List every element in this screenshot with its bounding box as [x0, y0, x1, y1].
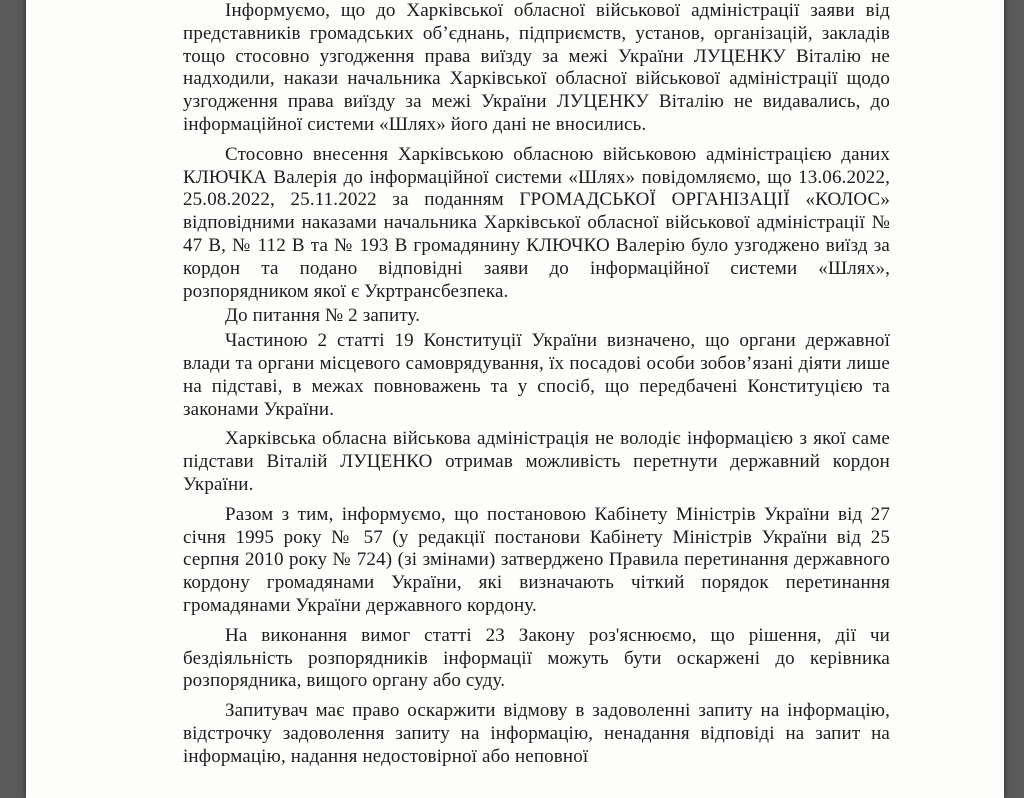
document-body: [183, 0, 890, 769]
paragraph-klyuchko-data: Стосовно внесення Харківською обласною військовою адміністрацією даних КЛЮЧКА Валерія до інформаційної системи «Шлях» повідомляємо, що 13.06.2022, 25.08.2022, 25.11.2022 за поданням ГРОМАДСЬКОЇ ОРГАНІЗАЦІЇ «КОЛОС» відповідними наказами начальника Харківської обласної військової адміністрації № 47 В, № 112 В та № 193 В громадянину КЛЮЧКО Валерію було узгоджено виїзд за кордон та подано відповідні заяви до інформаційної системи «Шлях», розпорядником якої є Укртрансбезпека.: [183, 143, 890, 302]
paragraph-constitution: Частиною 2 статті 19 Конституції України визначено, що органи державної влади та органи місцевого самоврядування, їх посадові особи зобов’язані діяти лише на підставі, в межах повноважень та у спосіб, що передбачені Конституцією та законами України.: [183, 330, 890, 420]
paragraph-no-information: Харківська обласна військова адміністрація не володіє інформацією з якої саме підстави Віталій ЛУЦЕНКО отримав можливість перетнути державний кордон України.: [183, 428, 890, 495]
document-page: [26, 0, 1004, 798]
paragraph-appeal-law: На виконання вимог статті 23 Закону роз'яснюємо, що рішення, дії чи бездіяльність розпорядників інформації можуть бути оскаржені до керівника розпорядника, вищого органу або суду.: [183, 624, 890, 692]
paragraph-appeal-right: Запитувач має право оскаржити відмову в задоволенні запиту на інформацію, відстрочку задоволення запиту на інформацію, ненадання відповіді на запит на інформацію, надання недостовірної або неповної: [183, 700, 890, 767]
paragraph-cabinet-resolution: Разом з тим, інформуємо, що постановою Кабінету Міністрів України від 27 січня 1995 року № 57 (у редакції постанови Кабінету Міністрів України від 25 серпня 2010 року № 724) (зі змінами) затверджено Правила перетинання державного кордону громадянами України, які визначають чіткий порядок перетинання громадянами України державного кордону.: [183, 503, 890, 616]
paragraph-question-2-heading: До питання № 2 запиту.: [225, 305, 421, 327]
paragraph-no-requests: Інформуємо, що до Харківської обласної військової адміністрації заяви від представників громадських об’єднань, підприємств, установ, організацій, закладів тощо стосовно узгодження права виїзду за межі України ЛУЦЕНКУ Віталію не надходили, накази начальника Харківської обласної військової адміністрації щодо узгодження права виїзду за межі України ЛУЦЕНКУ Віталію не видавались, до інформаційної системи «Шлях» його дані не вносились.: [183, 0, 890, 135]
